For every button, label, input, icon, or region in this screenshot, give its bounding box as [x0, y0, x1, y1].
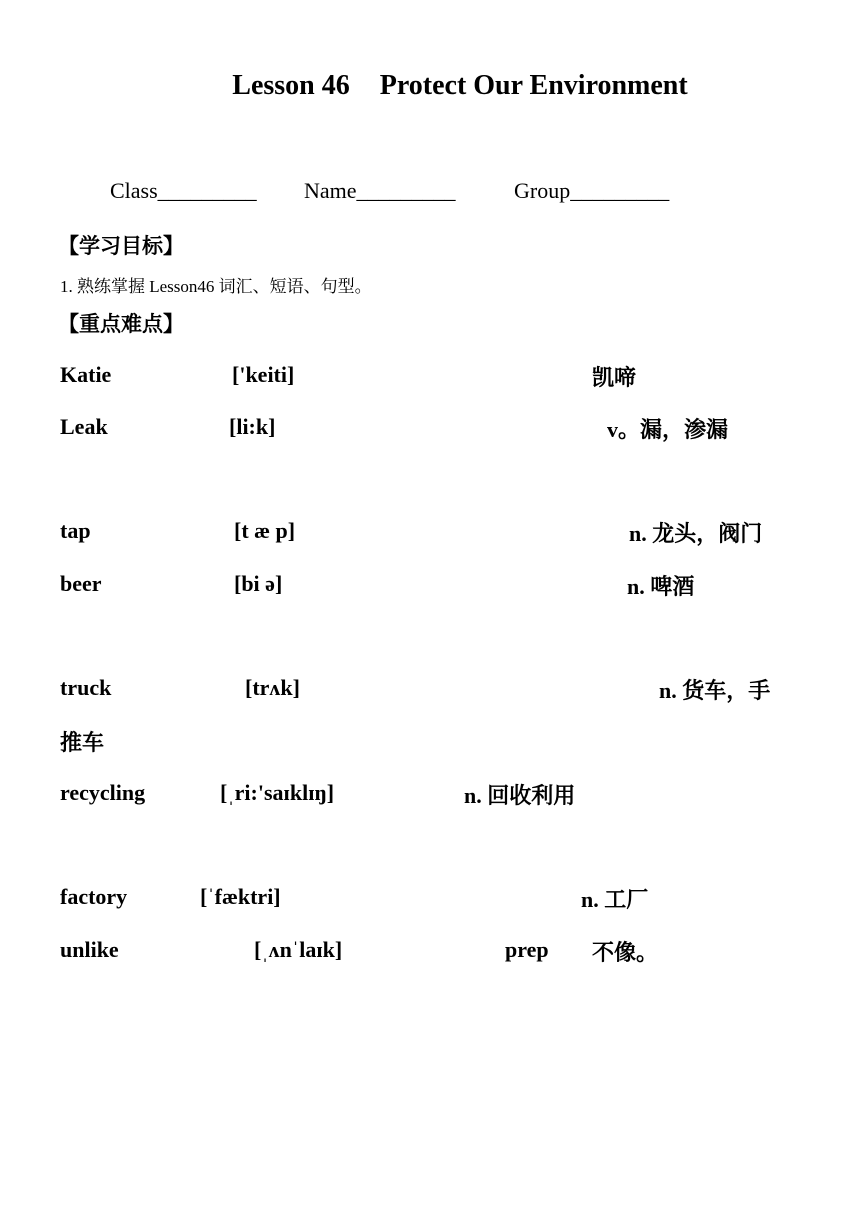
lesson-topic: Protect Our Environment: [379, 70, 688, 101]
vocab-phonetic: ['keiti]: [232, 362, 295, 387]
class-field: Class_________: [110, 178, 257, 203]
page-title: [0, 70, 860, 102]
vocab-meaning: n. 货车，手: [659, 678, 771, 703]
vocab-word: factory: [60, 884, 128, 909]
vocab-word: truck: [60, 675, 112, 700]
vocab-phonetic: [ˌri:'saɪklɪŋ]: [220, 780, 335, 805]
vocab-word: recycling: [60, 780, 146, 805]
vocab-phonetic: [ˈfæktri]: [200, 884, 281, 909]
vocab-meaning-continued: 推车: [60, 730, 105, 755]
vocab-phonetic: [ˌʌnˈlaɪk]: [254, 937, 343, 962]
vocab-part-of-speech: prep: [505, 937, 549, 962]
vocab-word: Leak: [60, 414, 108, 439]
section-goals-heading: 【学习目标】: [58, 234, 184, 258]
vocab-phonetic: [trʌk]: [245, 675, 300, 700]
vocab-meaning: 凯啼: [592, 365, 637, 390]
vocab-word: beer: [60, 571, 102, 596]
vocab-meaning: n. 啤酒: [627, 574, 695, 599]
name-field: Name_________: [304, 178, 456, 203]
vocab-meaning: n. 工厂: [581, 887, 649, 912]
group-field: Group_________: [514, 178, 670, 203]
lesson-number: Lesson 46: [232, 70, 350, 101]
vocab-phonetic: [li:k]: [229, 414, 276, 439]
vocab-meaning: n. 龙头，阀门: [629, 521, 763, 546]
vocab-word: Katie: [60, 362, 112, 387]
goal-item: 1. 熟练掌握 Lesson46 词汇、短语、句型。: [60, 277, 372, 296]
vocab-phonetic: [bi ə]: [234, 571, 283, 596]
vocab-meaning: 不像。: [592, 940, 659, 965]
vocab-meaning: n. 回收利用: [464, 783, 576, 808]
vocab-meaning: v。漏，渗漏: [607, 417, 729, 442]
vocab-word: tap: [60, 518, 91, 543]
vocab-phonetic: [t æ p]: [234, 518, 296, 543]
section-key-points-heading: 【重点难点】: [58, 312, 184, 336]
vocab-word: unlike: [60, 937, 119, 962]
